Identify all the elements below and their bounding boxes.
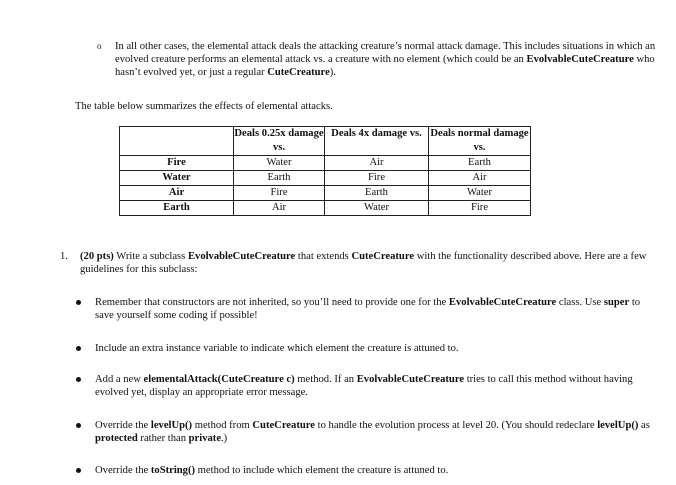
table-cell: Air <box>429 171 531 186</box>
guideline-text: Override the levelUp() method from CuteCreature to handle the evolution process at level 20. (You should redeclare levelUp() as protected rather than private.) <box>95 420 650 444</box>
table-cell: Air <box>234 201 325 216</box>
table-header-cell <box>120 127 234 156</box>
table-row-header: Fire <box>120 156 234 171</box>
table-header-cell: Deals 0.25x damage vs. <box>234 127 325 156</box>
bullet-icon <box>76 377 81 382</box>
table-header-cell: Deals 4x damage vs. <box>325 127 429 156</box>
table-header-cell: Deals normal damage vs. <box>429 127 531 156</box>
bullet-icon <box>76 468 81 473</box>
elemental-attack-table <box>119 126 531 216</box>
table-cell: Fire <box>429 201 531 216</box>
guideline-text: Remember that constructors are not inherited, so you’ll need to provide one for the EvolvableCuteCreature class. Use super to save yourself some coding if possible! <box>95 297 641 321</box>
guideline-text: Add a new elementalAttack(CuteCreature c) method. If an EvolvableCuteCreature tries to call this method without having evolved yet, display an appropriate error message. <box>95 374 633 398</box>
table-cell: Earth <box>429 156 531 171</box>
table-cell: Fire <box>325 171 429 186</box>
guideline-text: Include an extra instance variable to indicate which element the creature is attuned to. <box>95 343 459 354</box>
hollow-bullet-icon: o <box>97 41 102 51</box>
question-text: (20 pts) Write a subclass EvolvableCuteCreature that extends CuteCreature with the functionality described above. Here are a few guidelines for this subclass: <box>80 251 647 275</box>
sub-bullet-text: In all other cases, the elemental attack deals the attacking creature’s normal attack damage. This includes situations in which an evolved creature performs an elemental attack vs. a creature with no element (which could be an EvolvableCuteCreature who hasn’t evolved yet, or just a regular CuteCreature). <box>115 41 656 78</box>
table-row-header: Water <box>120 171 234 186</box>
table-row <box>120 186 531 201</box>
table-cell: Water <box>429 186 531 201</box>
bullet-icon <box>76 423 81 428</box>
bullet-icon <box>76 300 81 305</box>
table-row <box>120 201 531 216</box>
table-cell: Fire <box>234 186 325 201</box>
table-row <box>120 171 531 186</box>
table-header-row <box>120 127 531 156</box>
table-row-header: Earth <box>120 201 234 216</box>
table-row-header: Air <box>120 186 234 201</box>
table-intro: The table below summarizes the effects of elemental attacks. <box>75 101 333 112</box>
table-cell: Water <box>234 156 325 171</box>
guideline-text: Override the toString() method to include which element the creature is attuned to. <box>95 465 449 476</box>
table-cell: Earth <box>234 171 325 186</box>
table-cell: Air <box>325 156 429 171</box>
question-number: 1. <box>60 251 68 262</box>
table-cell: Earth <box>325 186 429 201</box>
bullet-icon <box>76 346 81 351</box>
table-row <box>120 156 531 171</box>
table-cell: Water <box>325 201 429 216</box>
